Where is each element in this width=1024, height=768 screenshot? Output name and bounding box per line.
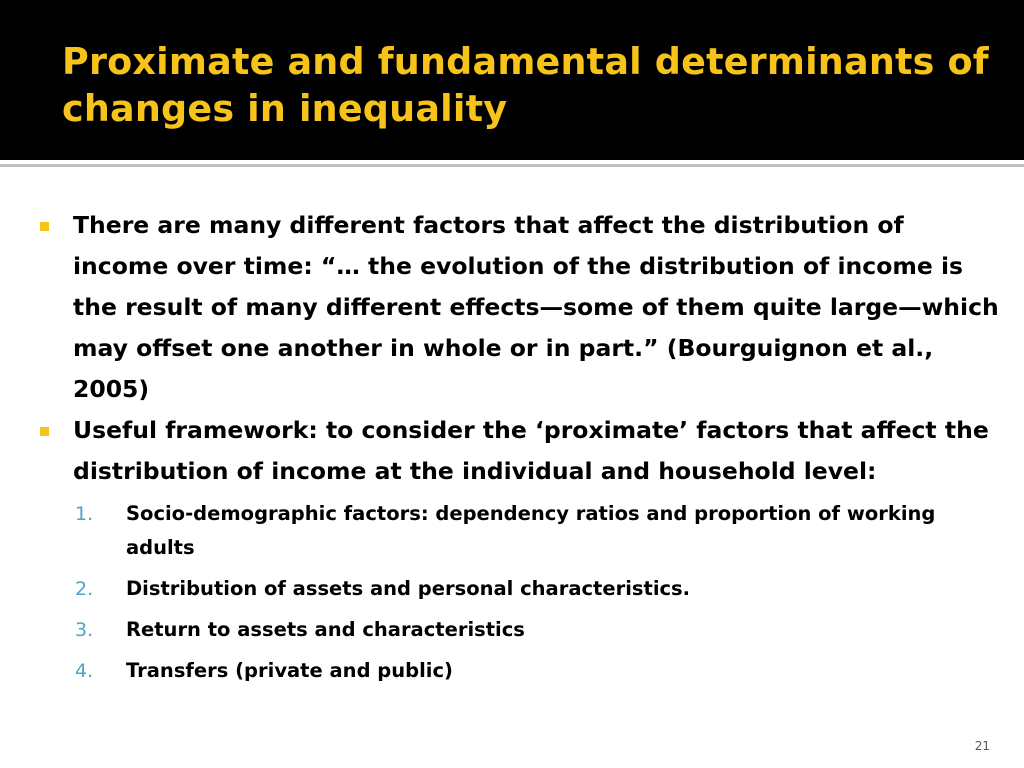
square-bullet-icon	[40, 222, 49, 231]
square-bullet-icon	[40, 427, 49, 436]
numbered-list	[73, 497, 953, 688]
list-item-text: Distribution of assets and personal characteristics.	[126, 577, 691, 600]
bullet-text: There are many different factors that affect the distribution of income over time: “… the evolution of the distribution of income is the result of many different effects—some of them quite large—which may offset one another in whole or in part.” (Bourguignon et al., 2005)	[73, 211, 999, 403]
numbered-list-item	[73, 654, 953, 688]
list-item-text: Transfers (private and public)	[126, 659, 453, 682]
list-number: 3.	[75, 619, 94, 641]
list-number: 2.	[75, 578, 94, 600]
slide-title: Proximate and fundamental determinants of changes in inequality	[62, 40, 989, 130]
title-bar	[0, 0, 1024, 160]
list-item-text: Return to assets and characteristics	[126, 618, 525, 641]
page-number: 21	[974, 739, 990, 753]
numbered-list-item	[73, 613, 953, 647]
bullet-item	[40, 205, 1000, 410]
bullet-item	[40, 410, 1000, 492]
slide-body	[40, 205, 1000, 695]
title-divider	[0, 164, 1024, 167]
list-item-text: Socio-demographic factors: dependency ratios and proportion of working adults	[126, 502, 936, 559]
list-number: 4.	[75, 660, 94, 682]
list-number: 1.	[75, 503, 94, 525]
numbered-list-item	[73, 497, 953, 565]
bullet-text: Useful framework: to consider the ‘proximate’ factors that affect the distribution of income at the individual and household level:	[73, 416, 989, 485]
numbered-list-item	[73, 572, 953, 606]
